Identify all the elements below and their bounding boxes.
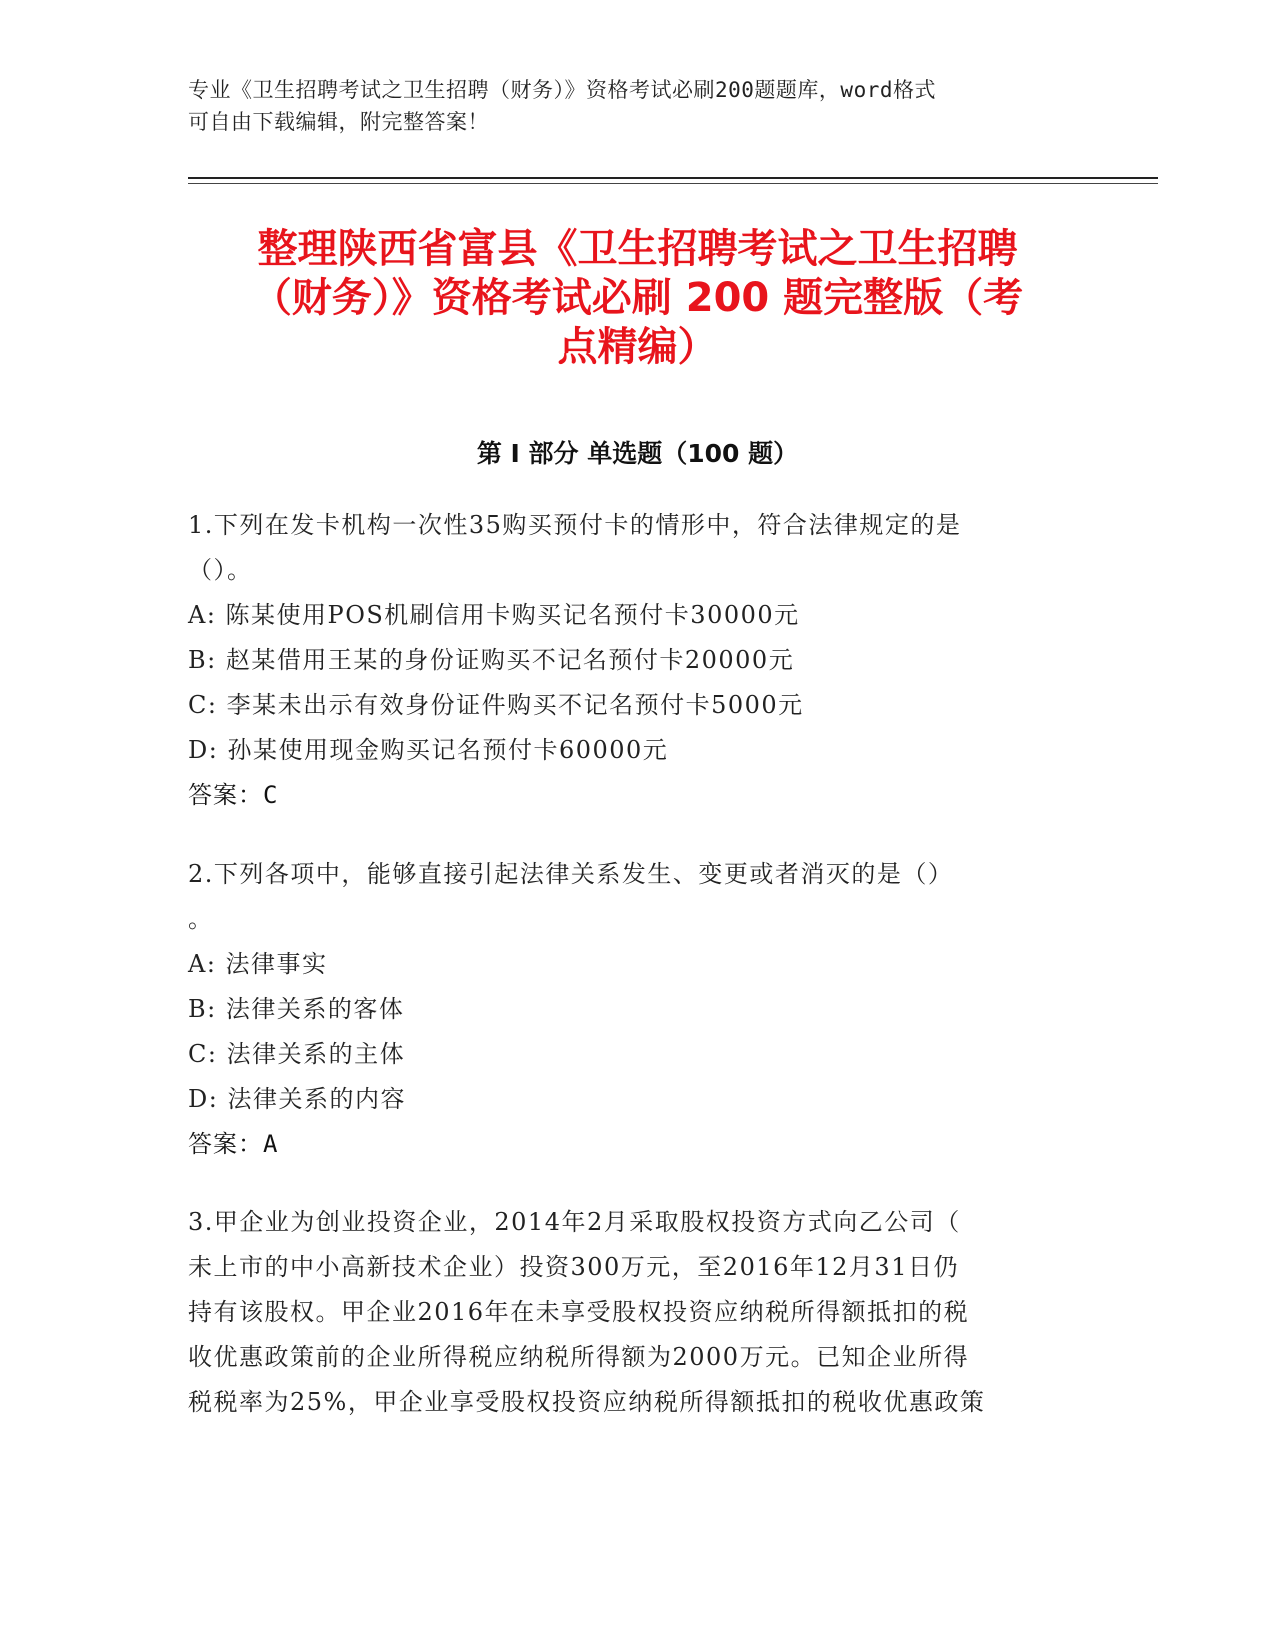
answer-value: A [263,1130,279,1158]
option-b: B: 赵某借用王某的身份证购买不记名预付卡20000元 [188,646,795,674]
header-note [188,74,1068,138]
question-stem-line: 。 [188,905,214,933]
question-stem-line: 未上市的中小高新技术企业）投资300万元，至2016年12月31日仍 [188,1253,959,1281]
option-a: A: 法律事实 [188,950,328,978]
document-title [150,225,1125,372]
header-note-line: 专业《卫生招聘考试之卫生招聘（财务）》资格考试必刷200题题库，word格式 [188,78,936,102]
answer-label: 答案： [188,781,263,809]
answer-label: 答案： [188,1130,263,1158]
question-stem-line: 持有该股权。甲企业2016年在未享受股权投资应纳税所得额抵扣的税 [188,1298,970,1326]
question-1 [188,503,1088,818]
answer-value: C [263,781,279,809]
header-note-line: 可自由下载编辑，附完整答案！ [188,110,489,134]
option-c: C: 李某未出示有效身份证件购买不记名预付卡5000元 [188,691,804,719]
section-heading: 第 I 部分 单选题（100 题） [476,439,799,468]
option-d: D: 孙某使用现金购买记名预付卡60000元 [188,736,669,764]
question-stem-line: （）。 [188,556,253,584]
question-stem-line: 1.下列在发卡机构一次性35购买预付卡的情形中，符合法律规定的是 [188,511,962,539]
question-stem-line: 3.甲企业为创业投资企业，2014年2月采取股权投资方式向乙公司（ [188,1208,961,1236]
option-c: C: 法律关系的主体 [188,1040,406,1068]
question-stem-line: 税税率为25%，甲企业享受股权投资应纳税所得额抵扣的税收优惠政策 [188,1388,986,1416]
option-b: B: 法律关系的客体 [188,995,405,1023]
document-title-line: （财务）》资格考试必刷 200 题完整版（考 [251,275,1024,321]
header-divider-thick [188,177,1158,179]
question-stem-line: 2.下列各项中，能够直接引起法律关系发生、变更或者消灭的是（） [188,860,954,888]
answer-line [188,773,1088,818]
header-divider-thin [188,183,1158,184]
option-a: A: 陈某使用POS机刷信用卡购买记名预付卡30000元 [188,601,800,629]
option-d: D: 法律关系的内容 [188,1085,406,1113]
answer-line [188,1122,1088,1167]
question-2 [188,852,1088,1167]
question-stem-line: 收优惠政策前的企业所得税应纳税所得额为2000万元。已知企业所得 [188,1343,970,1371]
document-title-line: 点精编） [557,324,718,370]
question-3 [188,1200,1088,1425]
document-title-line: 整理陕西省富县《卫生招聘考试之卫生招聘 [257,226,1018,272]
